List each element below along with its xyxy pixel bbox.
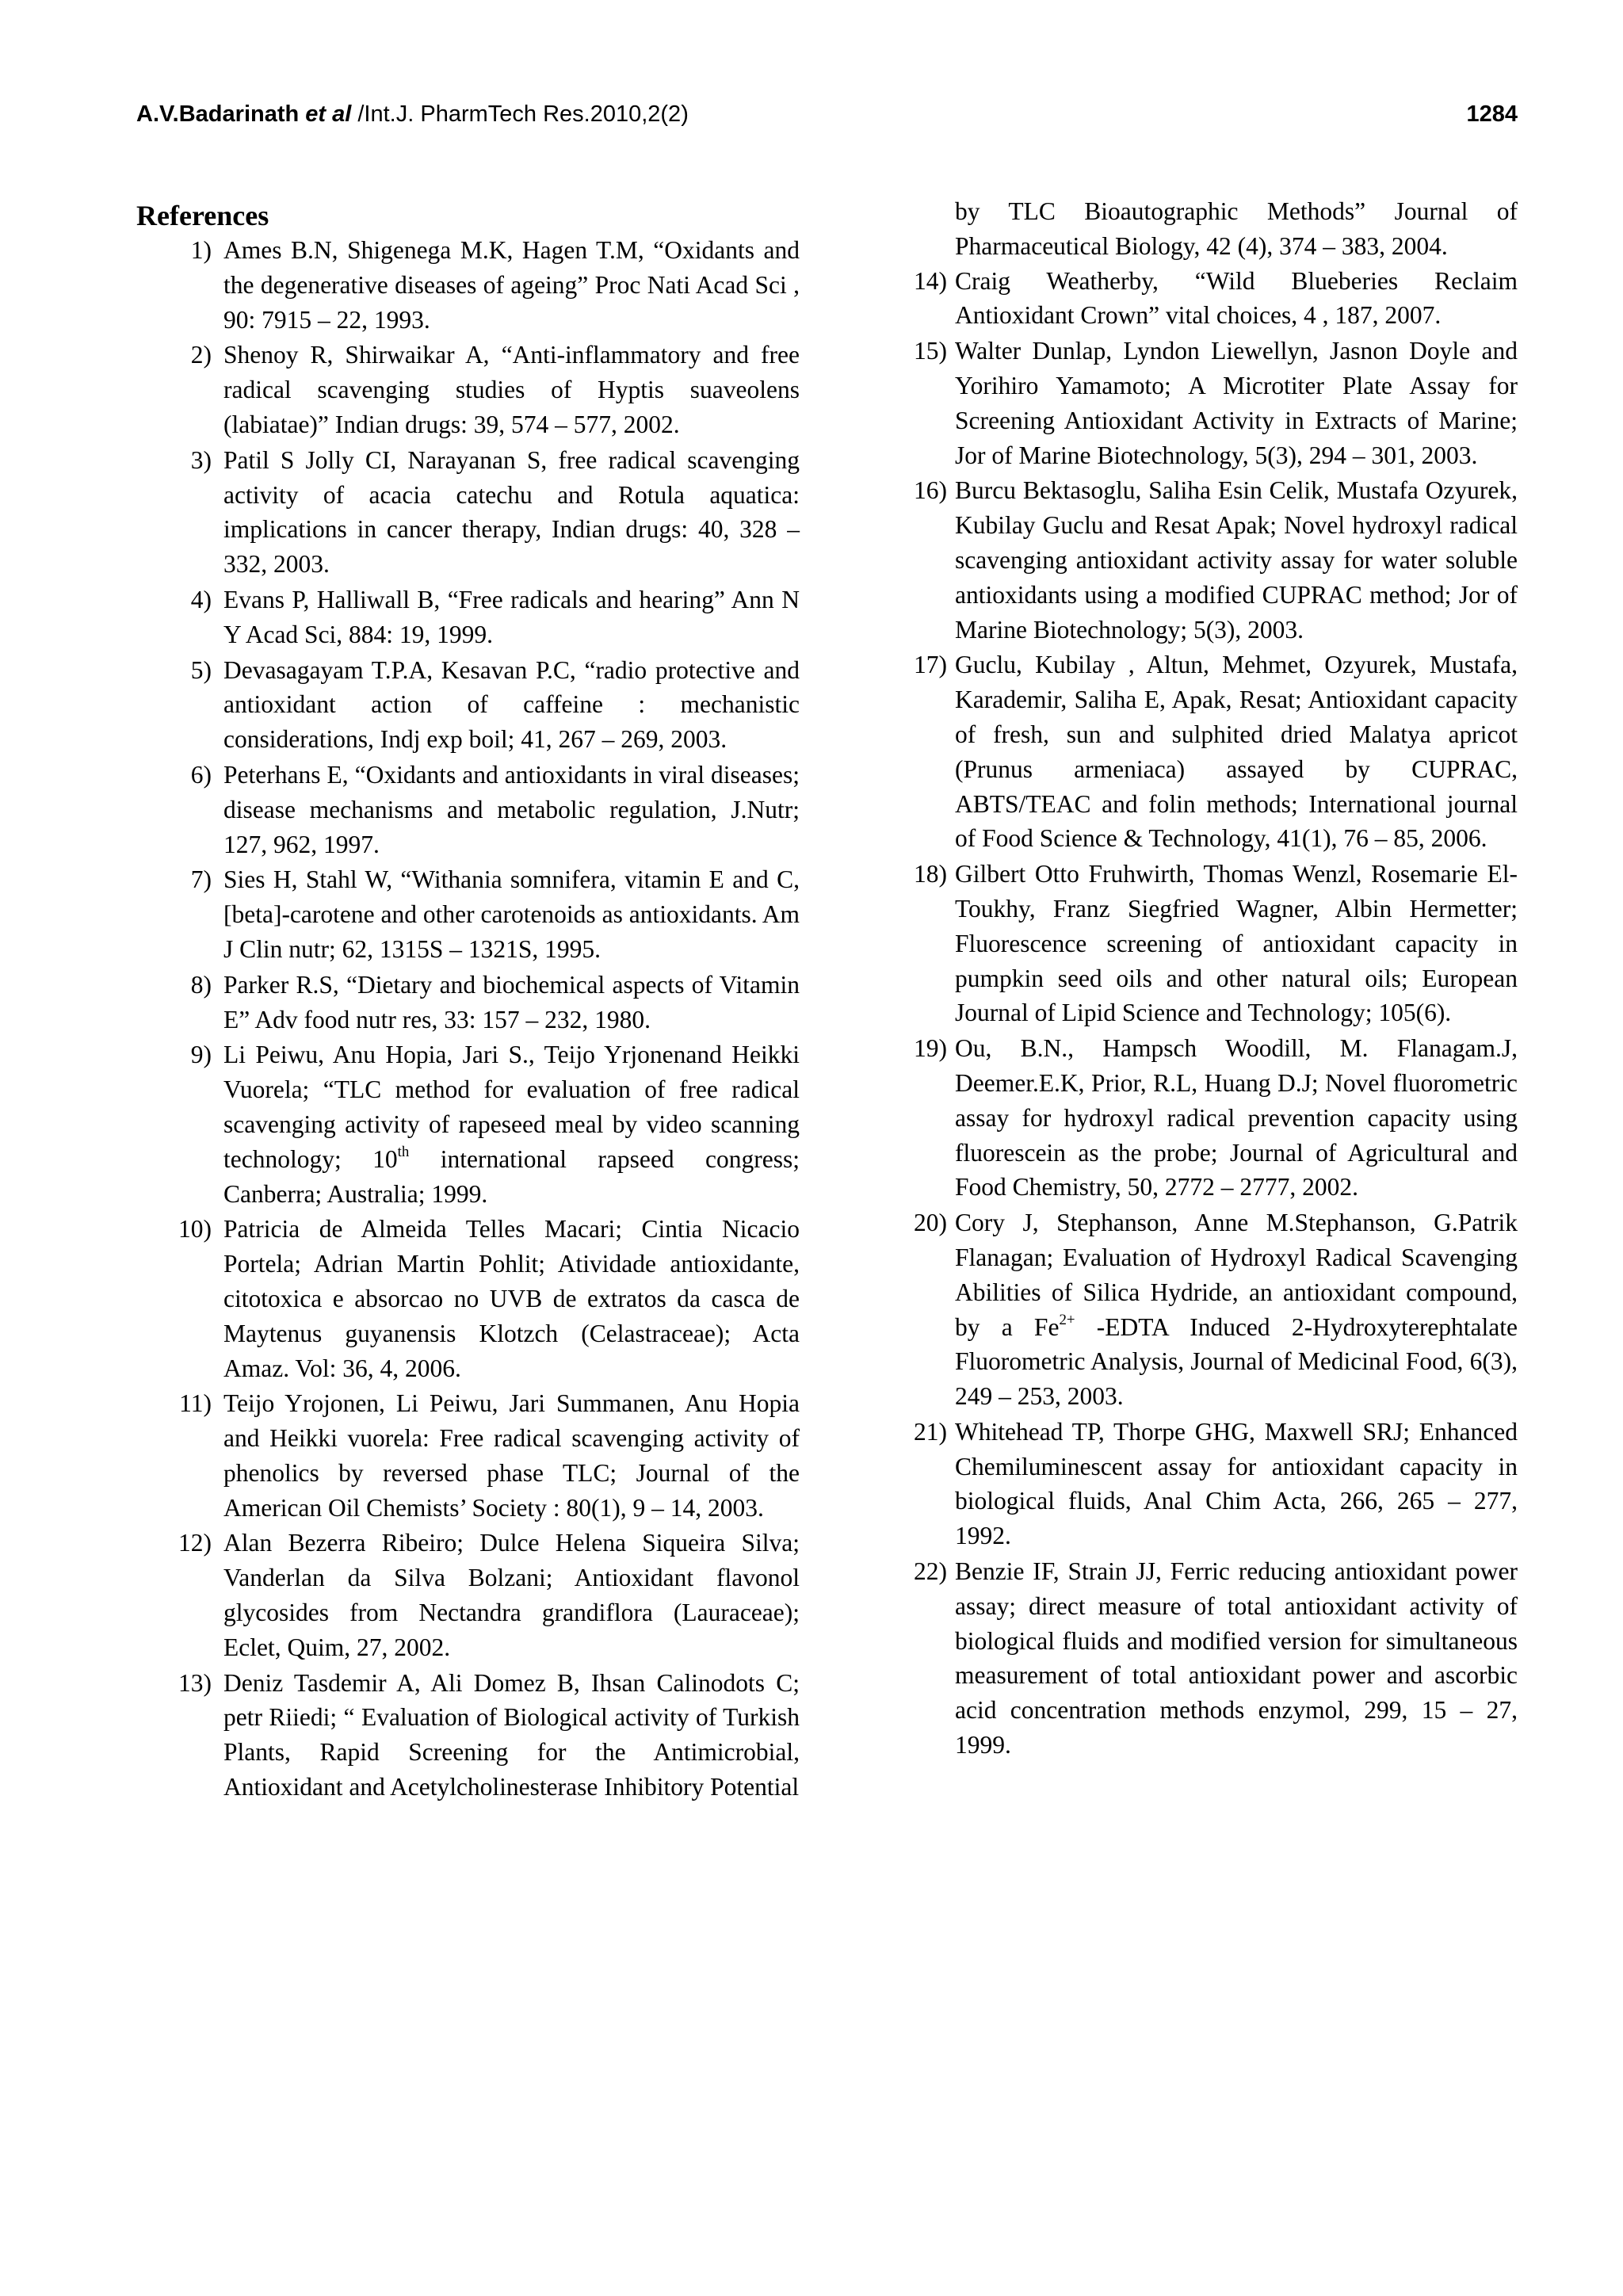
reference-text: Evans P, Halliwall B, “Free radicals and hearing” Ann N Y Acad Sci, 884: 19, 1999. [223, 585, 800, 648]
reference-number: 6) [190, 760, 212, 789]
reference-item [914, 334, 1518, 472]
reference-number: 12) [178, 1529, 212, 1557]
reference-number: 13) [178, 1668, 212, 1697]
reference-number: 14) [914, 266, 947, 295]
superscript: th [397, 1143, 410, 1160]
reference-item [914, 1415, 1518, 1553]
reference-number: 11) [179, 1389, 212, 1418]
reference-text: Walter Dunlap, Lyndon Liewellyn, Jasnon Doyle and Yorihiro Yamamoto; A Microtiter Plate Assay for Screening Antioxidant Activity in Extracts of Marine; Jor of Marine Biotechnology, 5(3), 294 – 301, 2003. [955, 337, 1518, 469]
reference-text-part: -EDTA Induced 2-Hydroxyterephtalate Fluorometric Analysis, Journal of Medicinal Food, 6(3), 249 – 253, 2003. [955, 1312, 1518, 1411]
reference-text: Alan Bezerra Ribeiro; Dulce Helena Siqueira Silva; Vanderlan da Silva Bolzani; Antioxidant flavonol glycosides from Nectandra grandiflora (Lauraceae); Eclet, Quim, 27, 2002. [223, 1529, 800, 1661]
reference-number: 5) [190, 655, 212, 684]
reference-text: Patil S Jolly CI, Narayanan S, free radical scavenging activity of acacia catechu and Rotula aquatica: implications in cancer therapy, Indian drugs: 40, 328 – 332, 2003. [223, 445, 800, 579]
reference-number: 17) [914, 651, 947, 679]
reference-number: 22) [914, 1557, 947, 1586]
right-column [914, 194, 1518, 1763]
reference-text-part: international rapseed congress; Canberra; Australia; 1999. [223, 1144, 800, 1208]
references-heading: References [136, 200, 269, 231]
reference-item [136, 338, 800, 441]
reference-item [136, 968, 800, 1037]
reference-item [914, 1554, 1518, 1763]
reference-item [136, 1386, 800, 1525]
reference-text: Peterhans E, “Oxidants and antioxidants in viral diseases; disease mechanisms and metabolic regulation, J.Nutr; 127, 962, 1997. [223, 760, 800, 858]
left-column [136, 197, 800, 1805]
superscript: 2+ [1059, 1311, 1075, 1328]
reference-number: 19) [914, 1034, 947, 1063]
reference-item [136, 1526, 800, 1664]
reference-text [223, 1037, 800, 1211]
reference-item [136, 758, 800, 861]
reference-text: Whitehead TP, Thorpe GHG, Maxwell SRJ; Enhanced Chemiluminescent assay for antioxidant capacity in biological fluids, Anal Chim Acta, 266, 265 – 277, 1992. [955, 1417, 1518, 1550]
reference-number: 3) [190, 445, 212, 474]
page-number: 1284 [1466, 101, 1518, 127]
reference-text-part: Li Peiwu, Anu Hopia, Jari S., Teijo Yrjonenand Heikki Vuorela; “TLC method for evaluation of free radical scavenging activity of rapeseed meal by video scanning technology; 10 [223, 1041, 800, 1173]
reference-number: 21) [914, 1417, 947, 1446]
reference-item [136, 583, 800, 652]
reference-number: 15) [914, 337, 947, 365]
reference-number: 16) [914, 476, 947, 505]
reference-number: 8) [190, 970, 212, 999]
reference-item [136, 1037, 800, 1211]
reference-item [914, 857, 1518, 1030]
reference-item [914, 264, 1518, 334]
reference-item [914, 1205, 1518, 1414]
reference-item [136, 1666, 800, 1805]
reference-number: 9) [190, 1041, 212, 1069]
running-header [136, 98, 1518, 130]
reference-item [136, 233, 800, 337]
reference-text: Ames B.N, Shigenega M.K, Hagen T.M, “Oxidants and the degenerative diseases of ageing” Proc Nati Acad Sci , 90: 7915 – 22, 1993. [223, 236, 800, 334]
reference-text: Parker R.S, “Dietary and biochemical aspects of Vitamin E” Adv food nutr res, 33: 157 – 232, 1980. [223, 970, 800, 1033]
reference-number: 18) [914, 860, 947, 888]
reference-number: 7) [190, 865, 212, 894]
header-author: A.V.Badarinath [136, 101, 300, 127]
reference-text: Sies H, Stahl W, “Withania somnifera, vitamin E and C, [beta]-carotene and other carotenoids as antioxidants. Am J Clin nutr; 62, 1315S – 1321S, 1995. [223, 865, 800, 963]
reference-text: Gilbert Otto Fruhwirth, Thomas Wenzl, Rosemarie El-Toukhy, Franz Siegfried Wagner, Albin Hermetter; Fluorescence screening of antioxidant capacity in pumpkin seed oils and other natural oils; European Journal of Lipid Science and Technology; 105(6). [955, 860, 1518, 1027]
reference-item [136, 653, 800, 757]
reference-item [914, 1031, 1518, 1205]
reference-text: Burcu Bektasoglu, Saliha Esin Celik, Mustafa Ozyurek, Kubilay Guclu and Resat Apak; Novel hydroxyl radical scavenging antioxidant activity assay for water soluble antioxidants using a modified CUPRAC method; Jor of Marine Biotechnology; 5(3), 2003. [955, 476, 1518, 644]
reference-continuation: by TLC Bioautographic Methods” Journal of Pharmaceutical Biology, 42 (4), 374 – 383, 2004. [955, 197, 1518, 260]
reference-text: Patricia de Almeida Telles Macari; Cintia Nicacio Portela; Adrian Martin Pohlit; Atividade antioxidante, citotoxica e absorcao no UVB de extratos da casca de Maytenus guyanensis Klotzch (Celastraceae); Acta Amaz. Vol: 36, 4, 2006. [223, 1215, 800, 1382]
header-journal: /Int.J. PharmTech Res.2010,2(2) [357, 101, 689, 127]
reference-text: Deniz Tasdemir A, Ali Domez B, Ihsan Calinodots C; petr Riiedi; “ Evaluation of Biological activity of Turkish Plants, Rapid Screening for the Antimicrobial, Antioxidant and Acetylcholinesterase Inhibitory Potential [223, 1668, 800, 1801]
reference-text: Guclu, Kubilay , Altun, Mehmet, Ozyurek, Mustafa, Karademir, Saliha E, Apak, Resat; Antioxidant capacity of fresh, sun and sulphited dried Malatya apricot (Prunus armeniaca) assayed by CUPRAC, ABTS/TEAC and folin methods; International journal of Food Science & Technology, 41(1), 76 – 85, 2006. [955, 651, 1518, 853]
reference-item [914, 473, 1518, 647]
reference-text: Devasagayam T.P.A, Kesavan P.C, “radio protective and antioxidant action of caffeine : mechanistic considerations, Indj exp boil; 41, 267 – 269, 2003. [223, 655, 800, 754]
reference-text: Shenoy R, Shirwaikar A, “Anti-inflammatory and free radical scavenging studies of Hyptis suaveolens (labiatae)” Indian drugs: 39, 574 – 577, 2002. [223, 341, 800, 438]
reference-item [136, 862, 800, 966]
reference-text: Benzie IF, Strain JJ, Ferric reducing antioxidant power assay; direct measure of total antioxidant activity of biological fluids and modified version for simultaneous measurement of total antioxidant power and ascorbic acid concentration methods enzymol, 299, 15 – 27, 1999. [955, 1557, 1518, 1759]
reference-text: Craig Weatherby, “Wild Blueberies Reclaim Antioxidant Crown” vital choices, 4 , 187, 2007. [955, 266, 1518, 330]
reference-number: 1) [190, 236, 212, 264]
reference-number: 10) [178, 1215, 212, 1244]
reference-text: Teijo Yrojonen, Li Peiwu, Jari Summanen, Anu Hopia and Heikki vuorela: Free radical scavenging activity of phenolics by reversed phase TLC; Journal of the American Oil Chemists’ Society : 80(1), 9 – 14, 2003. [223, 1389, 800, 1522]
reference-item [136, 1212, 800, 1385]
reference-number: 2) [190, 341, 212, 369]
reference-text-part: Cory J, Stephanson, Anne M.Stephanson, G.Patrik Flanagan; Evaluation of Hydroxyl Radical Scavenging Abilities of Silica Hydride, an antioxidant compound, by a Fe [955, 1209, 1518, 1341]
reference-text [955, 1205, 1518, 1414]
reference-text: Ou, B.N., Hampsch Woodill, M. Flanagam.J, Deemer.E.K, Prior, R.L, Huang D.J; Novel fluorometric assay for hydroxyl radical prevention capacity using fluorescein as the probe; Journal of Agricultural and Food Chemistry, 50, 2772 – 2777, 2002. [955, 1034, 1518, 1201]
reference-item [914, 648, 1518, 856]
reference-number: 4) [190, 585, 212, 613]
reference-number: 20) [914, 1209, 947, 1237]
reference-item [136, 443, 800, 582]
header-etal: et al [305, 101, 352, 127]
